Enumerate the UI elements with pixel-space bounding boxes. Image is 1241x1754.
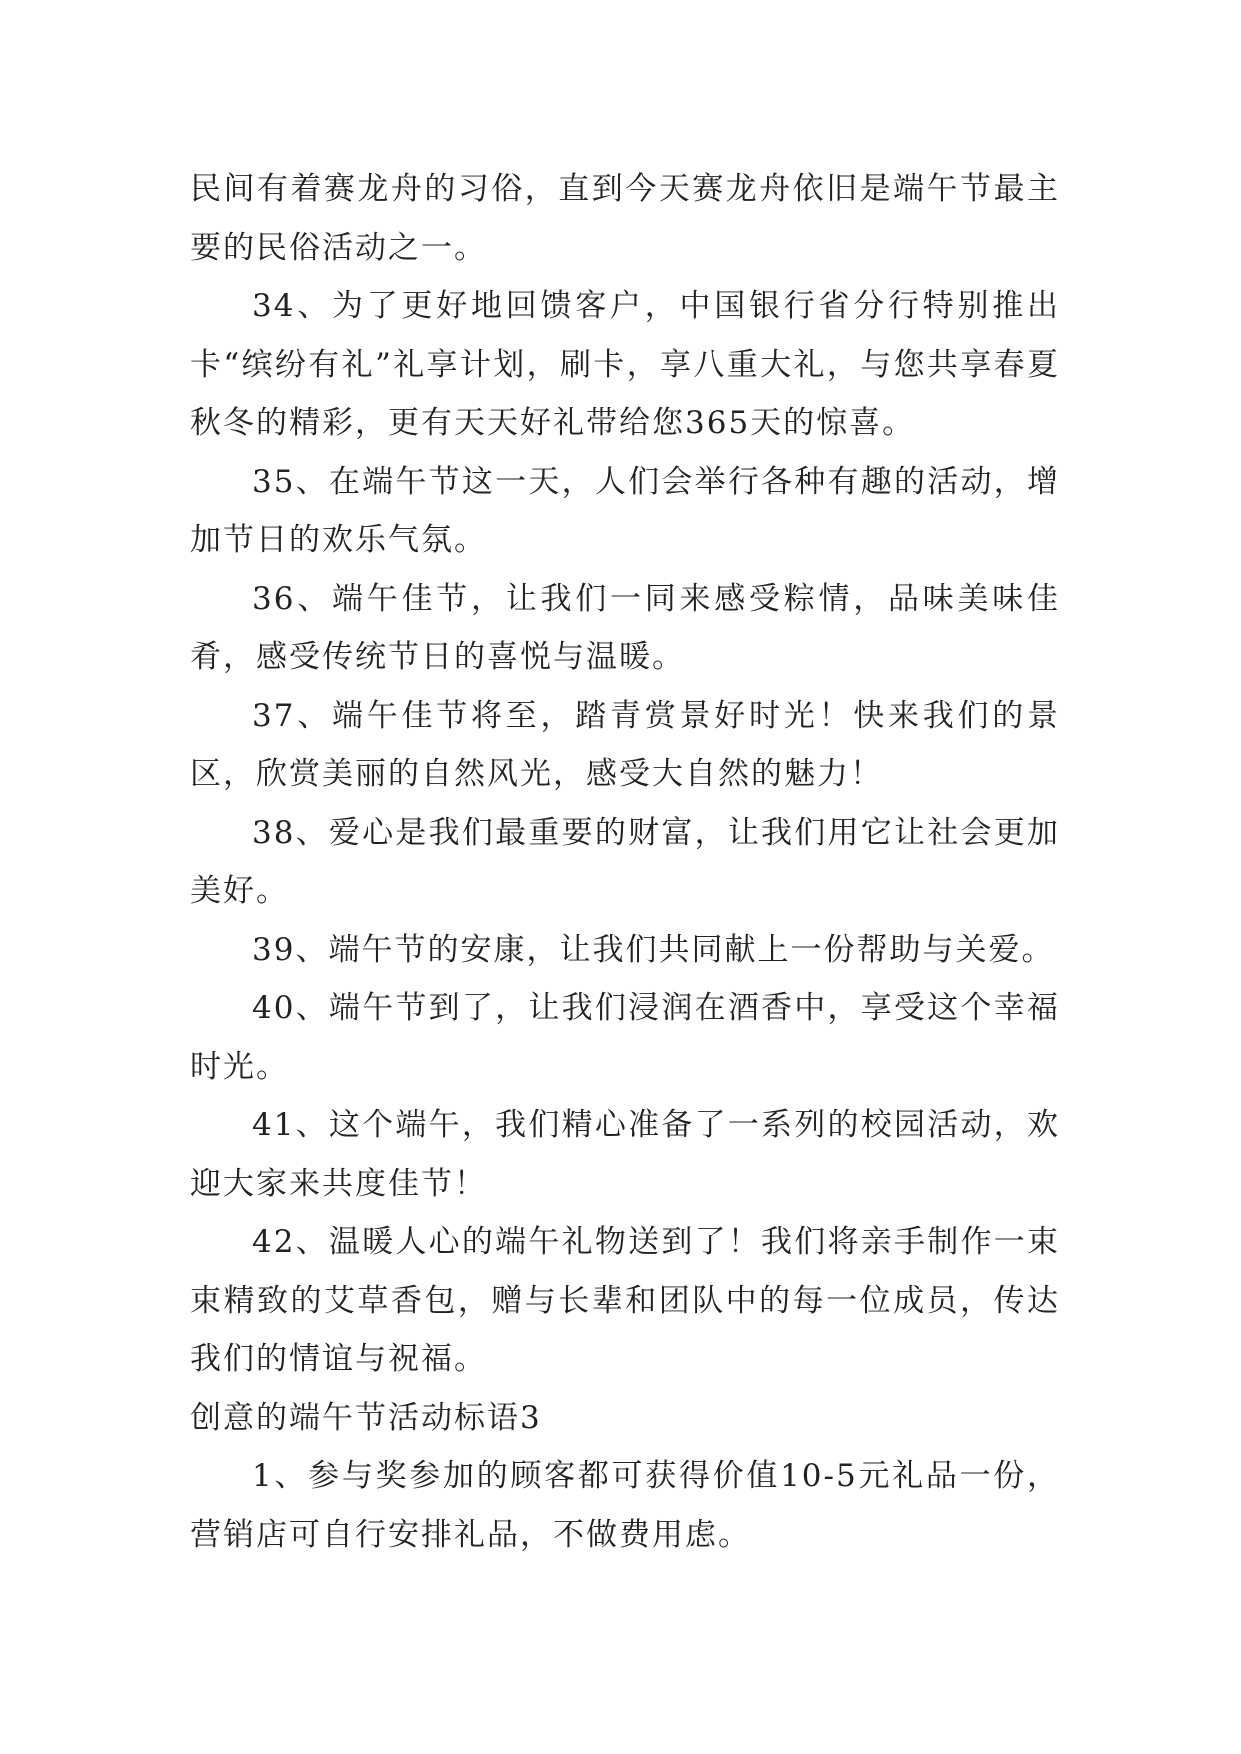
paragraph-continuation: 民间有着赛龙舟的习俗，直到今天赛龙舟依旧是端午节最主要的民俗活动之一。 (190, 171, 1060, 266)
paragraph-section-item-1: 1、参与奖参加的顾客都可获得价值10-5元礼品一份，营销店可自行安排礼品，不做费用虑。 (190, 1458, 1060, 1553)
paragraph-item-37: 37、端午佳节将至，踏青赏景好时光！快来我们的景区，欣赏美丽的自然风光，感受大自然的魅力！ (190, 697, 1060, 792)
paragraph-item-40: 40、端午节到了，让我们浸润在酒香中，享受这个幸福时光。 (190, 990, 1060, 1085)
paragraph-item-35: 35、在端午节这一天，人们会举行各种有趣的活动，增加节日的欢乐气氛。 (190, 463, 1060, 558)
document-body (190, 160, 1060, 1564)
paragraph-item-42: 42、温暖人心的端午礼物送到了！我们将亲手制作一束束精致的艾草香包，赠与长辈和团队中的每一位成员，传达我们的情谊与祝福。 (190, 1224, 1060, 1377)
paragraph-item-36: 36、端午佳节，让我们一同来感受粽情，品味美味佳肴，感受传统节日的喜悦与温暖。 (190, 580, 1060, 675)
paragraph-item-39: 39、端午节的安康，让我们共同献上一份帮助与关爱。 (252, 931, 1055, 968)
paragraph-item-34: 34、为了更好地回馈客户，中国银行省分行特别推出卡“缤纷有礼”礼享计划，刷卡，享八重大礼，与您共享春夏秋冬的精彩，更有天天好礼带给您365天的惊喜。 (190, 288, 1060, 441)
paragraph-item-41: 41、这个端午，我们精心准备了一系列的校园活动，欢迎大家来共度佳节！ (190, 1107, 1060, 1202)
paragraph-item-38: 38、爱心是我们最重要的财富，让我们用它让社会更加美好。 (190, 814, 1060, 909)
section-heading: 创意的端午节活动标语3 (190, 1399, 542, 1436)
